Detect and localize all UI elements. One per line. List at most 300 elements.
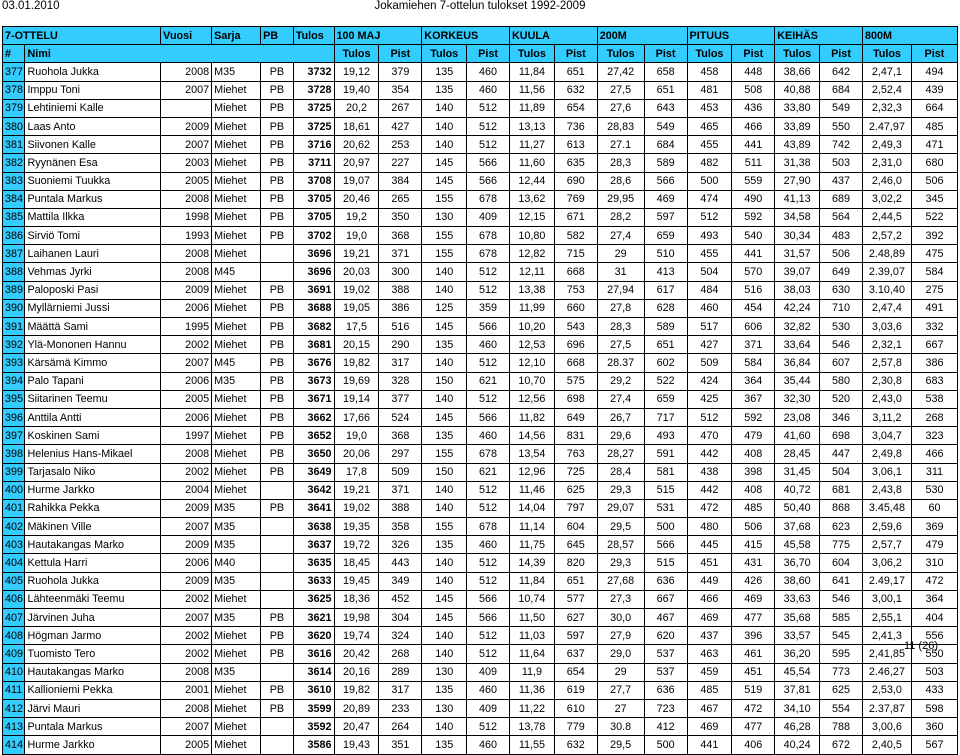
table-row (3, 263, 958, 281)
cell-hurdles-result: 19,45 (334, 572, 379, 590)
cell-high-jump-result: 140 (422, 645, 467, 663)
cell-high-jump-result: 145 (422, 609, 467, 627)
cell-800m-points: 310 (911, 554, 957, 572)
cell-name: Myllärniemi Jussi (25, 299, 161, 317)
cell-200m-points: 493 (644, 427, 687, 445)
cell-total: 3725 (293, 117, 334, 135)
table-row (3, 299, 958, 317)
cell-javelin-result: 23,08 (775, 408, 820, 426)
cell-total: 3620 (293, 627, 334, 645)
cell-high-jump-points: 460 (467, 427, 510, 445)
cell-name: Puntala Markus (25, 718, 161, 736)
cell-800m-points: 404 (911, 609, 957, 627)
cell-javelin-points: 550 (820, 117, 863, 135)
cell-800m-result: 2,31,0 (862, 154, 911, 172)
cell-200m-result: 26,7 (597, 408, 644, 426)
cell-class: Miehet (212, 627, 261, 645)
cell-rank: 378 (3, 81, 25, 99)
cell-800m-result: 2,47,1 (862, 63, 911, 81)
cell-pb (261, 572, 294, 590)
cell-800m-result: 2.37,87 (862, 699, 911, 717)
cell-year: 2008 (161, 63, 212, 81)
cell-long-jump-points: 472 (732, 699, 775, 717)
cell-rank: 414 (3, 736, 25, 754)
cell-rank: 395 (3, 390, 25, 408)
cell-high-jump-points: 621 (467, 372, 510, 390)
cell-shot-put-points: 651 (554, 63, 597, 81)
cell-long-jump-result: 458 (687, 63, 732, 81)
cell-hurdles-points: 304 (379, 609, 422, 627)
cell-rank: 383 (3, 172, 25, 190)
cell-javelin-points: 775 (820, 536, 863, 554)
cell-shot-put-result: 11,46 (509, 481, 554, 499)
cell-name: Hurme Jarkko (25, 736, 161, 754)
cell-200m-result: 29,3 (597, 481, 644, 499)
cell-rank: 386 (3, 227, 25, 245)
col-header-points: Pist (379, 45, 422, 63)
cell-200m-points: 667 (644, 590, 687, 608)
cell-name: Laas Anto (25, 117, 161, 135)
cell-javelin-result: 41,60 (775, 427, 820, 445)
cell-200m-result: 27,68 (597, 572, 644, 590)
cell-javelin-result: 45,54 (775, 663, 820, 681)
cell-high-jump-result: 140 (422, 718, 467, 736)
cell-high-jump-result: 155 (422, 518, 467, 536)
cell-high-jump-result: 145 (422, 408, 467, 426)
cell-800m-points: 683 (911, 372, 957, 390)
cell-shot-put-points: 698 (554, 390, 597, 408)
cell-long-jump-result: 424 (687, 372, 732, 390)
cell-long-jump-result: 474 (687, 190, 732, 208)
cell-class: Miehet (212, 154, 261, 172)
cell-hurdles-points: 233 (379, 699, 422, 717)
cell-shot-put-points: 649 (554, 408, 597, 426)
col-header-result: Tulos (422, 45, 467, 63)
cell-200m-points: 581 (644, 463, 687, 481)
cell-year: 1993 (161, 227, 212, 245)
cell-year: 2008 (161, 699, 212, 717)
cell-long-jump-result: 463 (687, 645, 732, 663)
cell-800m-result: 2,55,1 (862, 609, 911, 627)
cell-800m-points: 598 (911, 699, 957, 717)
cell-shot-put-points: 543 (554, 318, 597, 336)
cell-long-jump-points: 415 (732, 536, 775, 554)
cell-hurdles-result: 19,35 (334, 518, 379, 536)
cell-hurdles-result: 20,2 (334, 99, 379, 117)
cell-200m-result: 29,2 (597, 372, 644, 390)
cell-pb: PB (261, 208, 294, 226)
cell-200m-points: 589 (644, 318, 687, 336)
cell-800m-result: 2.39,07 (862, 263, 911, 281)
cell-shot-put-points: 715 (554, 245, 597, 263)
cell-800m-result: 3,06,2 (862, 554, 911, 572)
cell-800m-points: 392 (911, 227, 957, 245)
cell-200m-result: 27,3 (597, 590, 644, 608)
cell-year: 1995 (161, 318, 212, 336)
cell-total: 3641 (293, 499, 334, 517)
cell-shot-put-points: 577 (554, 590, 597, 608)
cell-long-jump-result: 484 (687, 281, 732, 299)
cell-shot-put-result: 11,84 (509, 572, 554, 590)
cell-200m-result: 29,0 (597, 645, 644, 663)
cell-name: Hurme Jarkko (25, 481, 161, 499)
cell-javelin-points: 546 (820, 336, 863, 354)
cell-year: 2006 (161, 372, 212, 390)
print-date: 03.01.2010 (2, 0, 60, 12)
col-header-points: Pist (911, 45, 957, 63)
cell-rank: 413 (3, 718, 25, 736)
cell-200m-points: 467 (644, 609, 687, 627)
cell-class: Miehet (212, 590, 261, 608)
cell-800m-points: 439 (911, 81, 957, 99)
cell-high-jump-points: 460 (467, 336, 510, 354)
cell-hurdles-points: 368 (379, 227, 422, 245)
cell-shot-put-points: 651 (554, 572, 597, 590)
cell-long-jump-points: 398 (732, 463, 775, 481)
cell-name: Määttä Sami (25, 318, 161, 336)
cell-javelin-points: 684 (820, 81, 863, 99)
cell-javelin-result: 32,30 (775, 390, 820, 408)
cell-high-jump-points: 512 (467, 481, 510, 499)
cell-shot-put-points: 831 (554, 427, 597, 445)
cell-javelin-points: 681 (820, 481, 863, 499)
cell-class: Miehet (212, 463, 261, 481)
cell-long-jump-points: 441 (732, 136, 775, 154)
cell-year: 2007 (161, 354, 212, 372)
cell-long-jump-result: 449 (687, 572, 732, 590)
table-row (3, 481, 958, 499)
cell-javelin-points: 742 (820, 136, 863, 154)
cell-pb: PB (261, 372, 294, 390)
cell-class: M35 (212, 499, 261, 517)
cell-800m-points: 345 (911, 190, 957, 208)
cell-hurdles-points: 300 (379, 263, 422, 281)
cell-800m-result: 2,57,2 (862, 227, 911, 245)
cell-200m-points: 412 (644, 718, 687, 736)
cell-800m-result: 2,57,7 (862, 536, 911, 554)
cell-hurdles-result: 18,45 (334, 554, 379, 572)
cell-year: 2009 (161, 499, 212, 517)
cell-javelin-result: 36,20 (775, 645, 820, 663)
cell-200m-points: 515 (644, 481, 687, 499)
cell-shot-put-result: 11,89 (509, 99, 554, 117)
cell-high-jump-result: 150 (422, 463, 467, 481)
table-row (3, 699, 958, 717)
cell-high-jump-result: 150 (422, 372, 467, 390)
cell-200m-points: 515 (644, 554, 687, 572)
cell-javelin-result: 31,38 (775, 154, 820, 172)
cell-pb: PB (261, 445, 294, 463)
cell-high-jump-result: 135 (422, 536, 467, 554)
cell-800m-points: 311 (911, 463, 957, 481)
cell-shot-put-result: 11,22 (509, 699, 554, 717)
cell-long-jump-result: 455 (687, 136, 732, 154)
cell-800m-result: 2,30,8 (862, 372, 911, 390)
cell-long-jump-result: 480 (687, 518, 732, 536)
cell-javelin-points: 580 (820, 372, 863, 390)
cell-pb (261, 590, 294, 608)
cell-200m-points: 566 (644, 536, 687, 554)
cell-800m-result: 2,52,4 (862, 81, 911, 99)
cell-javelin-points: 773 (820, 663, 863, 681)
cell-200m-points: 537 (644, 645, 687, 663)
cell-class: Miehet (212, 245, 261, 263)
cell-long-jump-points: 540 (732, 227, 775, 245)
cell-200m-result: 27,8 (597, 299, 644, 317)
col-header-result: Tulos (862, 45, 911, 63)
cell-name: Rahikka Pekka (25, 499, 161, 517)
cell-hurdles-points: 358 (379, 518, 422, 536)
cell-class: Miehet (212, 481, 261, 499)
cell-pb: PB (261, 117, 294, 135)
cell-year: 1997 (161, 427, 212, 445)
cell-year: 2009 (161, 281, 212, 299)
cell-rank: 392 (3, 336, 25, 354)
cell-long-jump-points: 477 (732, 718, 775, 736)
cell-class: Miehet (212, 136, 261, 154)
cell-hurdles-result: 19,43 (334, 736, 379, 754)
cell-javelin-result: 39,07 (775, 263, 820, 281)
cell-total: 3662 (293, 408, 334, 426)
cell-total: 3728 (293, 81, 334, 99)
cell-hurdles-result: 19,40 (334, 81, 379, 99)
cell-hurdles-points: 324 (379, 627, 422, 645)
cell-hurdles-result: 19,72 (334, 536, 379, 554)
cell-200m-result: 27,42 (597, 63, 644, 81)
cell-hurdles-points: 377 (379, 390, 422, 408)
col-header-result: Tulos (687, 45, 732, 63)
cell-name: Palo Tapani (25, 372, 161, 390)
cell-200m-points: 591 (644, 445, 687, 463)
cell-class: Miehet (212, 736, 261, 754)
table-row (3, 463, 958, 481)
cell-shot-put-points: 645 (554, 536, 597, 554)
cell-200m-result: 27,4 (597, 390, 644, 408)
cell-800m-result: 2,32,3 (862, 99, 911, 117)
cell-javelin-points: 346 (820, 408, 863, 426)
cell-name: Koskinen Sami (25, 427, 161, 445)
cell-high-jump-points: 512 (467, 718, 510, 736)
cell-javelin-result: 40,72 (775, 481, 820, 499)
cell-pb: PB (261, 681, 294, 699)
cell-hurdles-points: 326 (379, 536, 422, 554)
cell-high-jump-result: 140 (422, 390, 467, 408)
cell-hurdles-points: 351 (379, 736, 422, 754)
cell-200m-points: 659 (644, 390, 687, 408)
cell-long-jump-result: 493 (687, 227, 732, 245)
cell-total: 3702 (293, 227, 334, 245)
table-row (3, 81, 958, 99)
table-row (3, 499, 958, 517)
cell-800m-points: 494 (911, 63, 957, 81)
cell-shot-put-points: 763 (554, 445, 597, 463)
cell-name: Kärsämä Kimmo (25, 354, 161, 372)
cell-hurdles-result: 20,42 (334, 645, 379, 663)
table-row (3, 208, 958, 226)
cell-shot-put-result: 11,64 (509, 645, 554, 663)
cell-long-jump-result: 481 (687, 81, 732, 99)
cell-class: Miehet (212, 445, 261, 463)
table-row (3, 318, 958, 336)
cell-name: Lehtiniemi Kalle (25, 99, 161, 117)
cell-rank: 398 (3, 445, 25, 463)
cell-total: 3671 (293, 390, 334, 408)
cell-800m-points: 503 (911, 663, 957, 681)
cell-high-jump-points: 512 (467, 117, 510, 135)
cell-long-jump-result: 451 (687, 554, 732, 572)
cell-200m-points: 566 (644, 172, 687, 190)
cell-200m-result: 29,6 (597, 427, 644, 445)
cell-long-jump-points: 519 (732, 681, 775, 699)
cell-hurdles-points: 317 (379, 354, 422, 372)
cell-hurdles-result: 18,61 (334, 117, 379, 135)
cell-high-jump-points: 512 (467, 354, 510, 372)
cell-total: 3696 (293, 263, 334, 281)
cell-pb: PB (261, 136, 294, 154)
cell-javelin-result: 34,10 (775, 699, 820, 717)
cell-name: Imppu Toni (25, 81, 161, 99)
cell-rank: 402 (3, 518, 25, 536)
cell-name: Laihanen Lauri (25, 245, 161, 263)
cell-rank: 401 (3, 499, 25, 517)
cell-total: 3691 (293, 281, 334, 299)
cell-total: 3610 (293, 681, 334, 699)
cell-shot-put-points: 575 (554, 372, 597, 390)
cell-high-jump-points: 359 (467, 299, 510, 317)
cell-high-jump-result: 130 (422, 699, 467, 717)
cell-200m-result: 28,27 (597, 445, 644, 463)
cell-pb (261, 263, 294, 281)
cell-javelin-points: 447 (820, 445, 863, 463)
col-header-100m-hurdles: 100 MAJ (334, 27, 422, 45)
cell-200m-points: 651 (644, 336, 687, 354)
table-row (3, 445, 958, 463)
cell-800m-points: 268 (911, 408, 957, 426)
cell-long-jump-points: 516 (732, 281, 775, 299)
cell-200m-result: 27,6 (597, 99, 644, 117)
cell-shot-put-points: 736 (554, 117, 597, 135)
cell-high-jump-points: 512 (467, 136, 510, 154)
cell-class: M45 (212, 263, 261, 281)
table-row (3, 408, 958, 426)
table-row (3, 172, 958, 190)
cell-high-jump-result: 135 (422, 81, 467, 99)
cell-javelin-points: 545 (820, 627, 863, 645)
cell-year: 2002 (161, 336, 212, 354)
cell-200m-result: 28,83 (597, 117, 644, 135)
results-body (3, 63, 958, 754)
cell-long-jump-points: 367 (732, 390, 775, 408)
cell-shot-put-result: 11,82 (509, 408, 554, 426)
cell-hurdles-points: 268 (379, 645, 422, 663)
cell-shot-put-result: 11,9 (509, 663, 554, 681)
cell-long-jump-points: 436 (732, 99, 775, 117)
cell-high-jump-result: 140 (422, 136, 467, 154)
cell-high-jump-result: 130 (422, 208, 467, 226)
cell-name: Kallioniemi Pekka (25, 681, 161, 699)
cell-200m-points: 636 (644, 681, 687, 699)
table-row (3, 681, 958, 699)
cell-long-jump-result: 438 (687, 463, 732, 481)
cell-year: 2008 (161, 663, 212, 681)
cell-shot-put-result: 14,04 (509, 499, 554, 517)
cell-total: 3732 (293, 63, 334, 81)
cell-high-jump-points: 512 (467, 572, 510, 590)
cell-high-jump-points: 566 (467, 609, 510, 627)
cell-shot-put-points: 820 (554, 554, 597, 572)
cell-long-jump-result: 437 (687, 627, 732, 645)
cell-long-jump-points: 406 (732, 736, 775, 754)
cell-year: 2002 (161, 627, 212, 645)
table-row (3, 718, 958, 736)
cell-800m-result: 2,59,6 (862, 518, 911, 536)
cell-200m-result: 28,57 (597, 536, 644, 554)
cell-hurdles-result: 19,05 (334, 299, 379, 317)
cell-class: M40 (212, 554, 261, 572)
cell-rank: 379 (3, 99, 25, 117)
cell-long-jump-result: 455 (687, 245, 732, 263)
cell-pb: PB (261, 299, 294, 317)
cell-long-jump-result: 442 (687, 481, 732, 499)
col-header-points: Pist (554, 45, 597, 63)
cell-long-jump-points: 584 (732, 354, 775, 372)
cell-200m-points: 628 (644, 299, 687, 317)
cell-high-jump-points: 678 (467, 445, 510, 463)
cell-800m-result: 2.48,89 (862, 245, 911, 263)
cell-long-jump-result: 470 (687, 427, 732, 445)
cell-long-jump-points: 408 (732, 481, 775, 499)
cell-total: 3633 (293, 572, 334, 590)
cell-shot-put-points: 637 (554, 645, 597, 663)
cell-javelin-result: 31,45 (775, 463, 820, 481)
cell-class: Miehet (212, 699, 261, 717)
cell-total: 3599 (293, 699, 334, 717)
cell-800m-points: 667 (911, 336, 957, 354)
cell-800m-points: 584 (911, 263, 957, 281)
cell-rank: 403 (3, 536, 25, 554)
cell-class: Miehet (212, 318, 261, 336)
cell-javelin-points: 506 (820, 245, 863, 263)
col-header-name: Nimi (25, 45, 334, 63)
cell-rank: 381 (3, 136, 25, 154)
cell-pb (261, 663, 294, 681)
cell-long-jump-points: 448 (732, 63, 775, 81)
cell-class: Miehet (212, 427, 261, 445)
cell-200m-result: 28.37 (597, 354, 644, 372)
table-row (3, 190, 958, 208)
cell-high-jump-points: 566 (467, 172, 510, 190)
cell-200m-points: 537 (644, 663, 687, 681)
cell-pb: PB (261, 172, 294, 190)
cell-long-jump-points: 506 (732, 518, 775, 536)
cell-800m-points: 664 (911, 99, 957, 117)
cell-200m-result: 29,3 (597, 554, 644, 572)
cell-name: Ylä-Mononen Hannu (25, 336, 161, 354)
cell-800m-result: 2,53,0 (862, 681, 911, 699)
cell-javelin-result: 41,13 (775, 190, 820, 208)
cell-200m-points: 531 (644, 499, 687, 517)
col-header-class: Sarja (212, 27, 261, 45)
cell-high-jump-result: 145 (422, 590, 467, 608)
cell-shot-put-points: 671 (554, 208, 597, 226)
cell-total: 3635 (293, 554, 334, 572)
cell-high-jump-points: 512 (467, 281, 510, 299)
cell-rank: 388 (3, 263, 25, 281)
cell-javelin-result: 43,89 (775, 136, 820, 154)
cell-rank: 410 (3, 663, 25, 681)
cell-pb (261, 481, 294, 499)
header-row-events (3, 27, 958, 45)
